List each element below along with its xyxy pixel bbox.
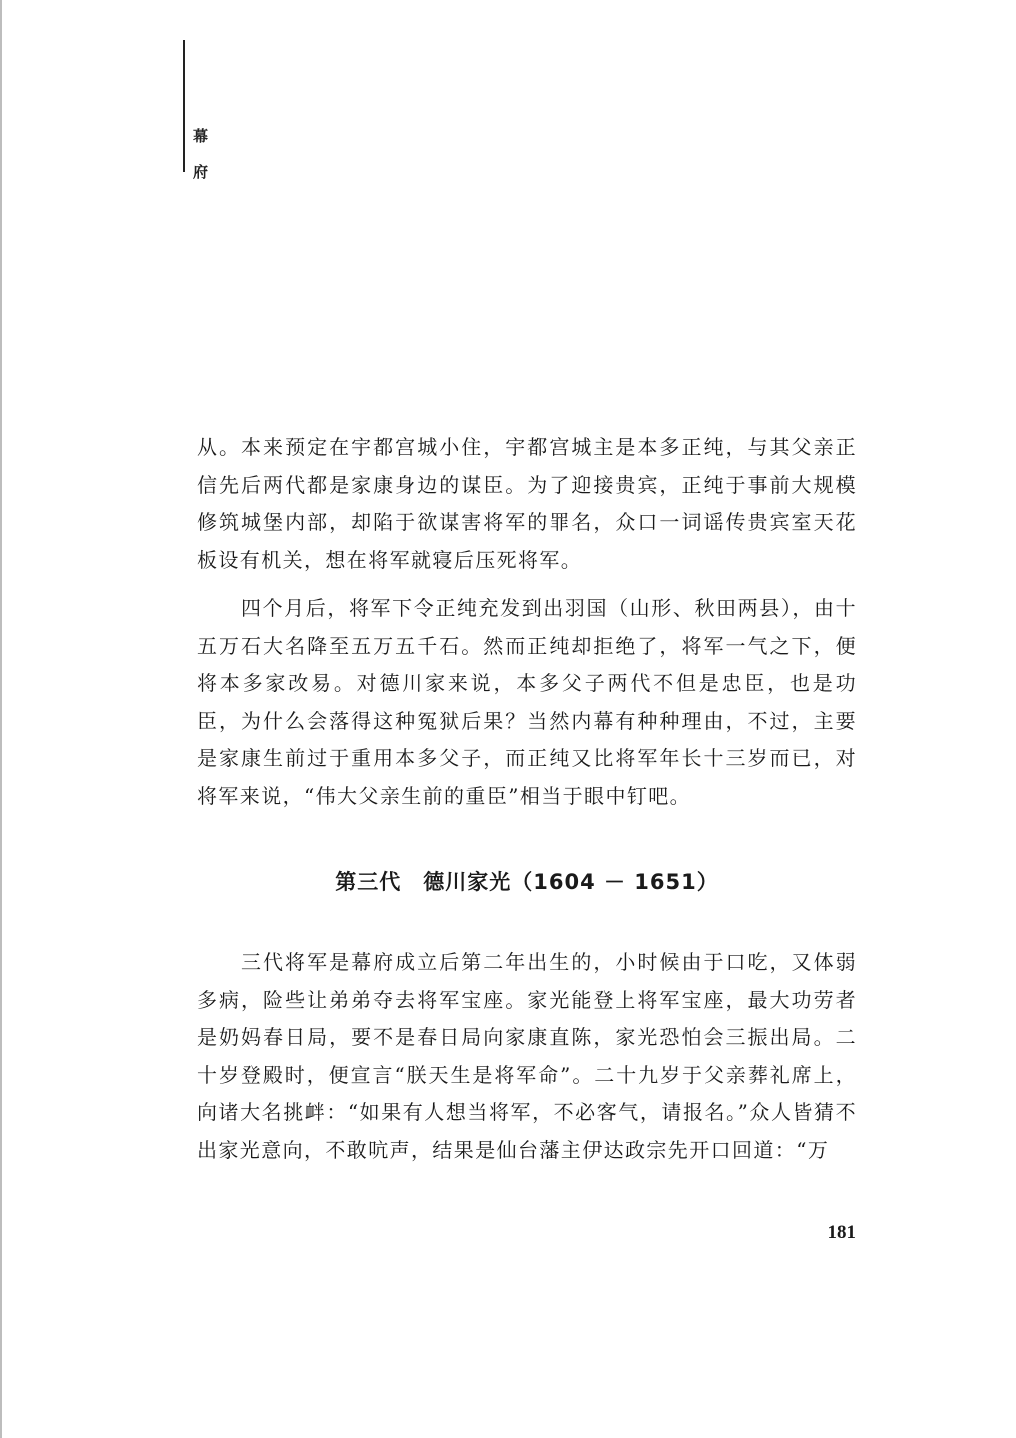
- body-paragraph-3: 三代将军是幕府成立后第二年出生的，小时候由于口吃，又体弱多病，险些让弟弟夺去将军宝座。家光能登上将军宝座，最大功劳者是奶妈春日局，要不是春日局向家康直陈，家光恐怕会三振出局。二十岁登殿时，便宣言“朕天生是将军命”。二十九岁于父亲葬礼席上，向诸大名挑衅：“如果有人想当将军，不必客气，请报名。”众人皆猜不出家光意向，不敢吭声，结果是仙台藩主伊达政宗先开口回道：“万: [197, 950, 857, 1162]
- section-heading: 第三代 德川家光（1604 － 1651）: [335, 870, 719, 894]
- running-head-rule: [183, 40, 185, 172]
- body-paragraph-2: 四个月后，将军下令正纯充发到出羽国（山形、秋田两县），由十五万石大名降至五万五千石。然而正纯却拒绝了，将军一气之下，便将本多家改易。对德川家来说，本多父子两代不但是忠臣，也是功臣，为什么会落得这种冤狱后果？当然内幕有种种理由，不过，主要是家康生前过于重用本多父子，而正纯又比将军年长十三岁而已，对将军来说，“伟大父亲生前的重臣”相当于眼中钉吧。: [197, 596, 857, 808]
- running-head: [193, 118, 213, 190]
- page-number: 181: [827, 1222, 856, 1243]
- body-paragraph-1: 从。本来预定在宇都宫城小住，宇都宫城主是本多正纯，与其父亲正信先后两代都是家康身边的谋臣。为了迎接贵宾，正纯于事前大规模修筑城堡内部，却陷于欲谋害将军的罪名，众口一词谣传贵宾室天花板设有机关，想在将军就寝后压死将军。: [197, 435, 857, 572]
- running-head-char: 府: [193, 163, 209, 181]
- running-head-char: 幕: [193, 127, 209, 145]
- page-left-edge: [0, 0, 2, 1438]
